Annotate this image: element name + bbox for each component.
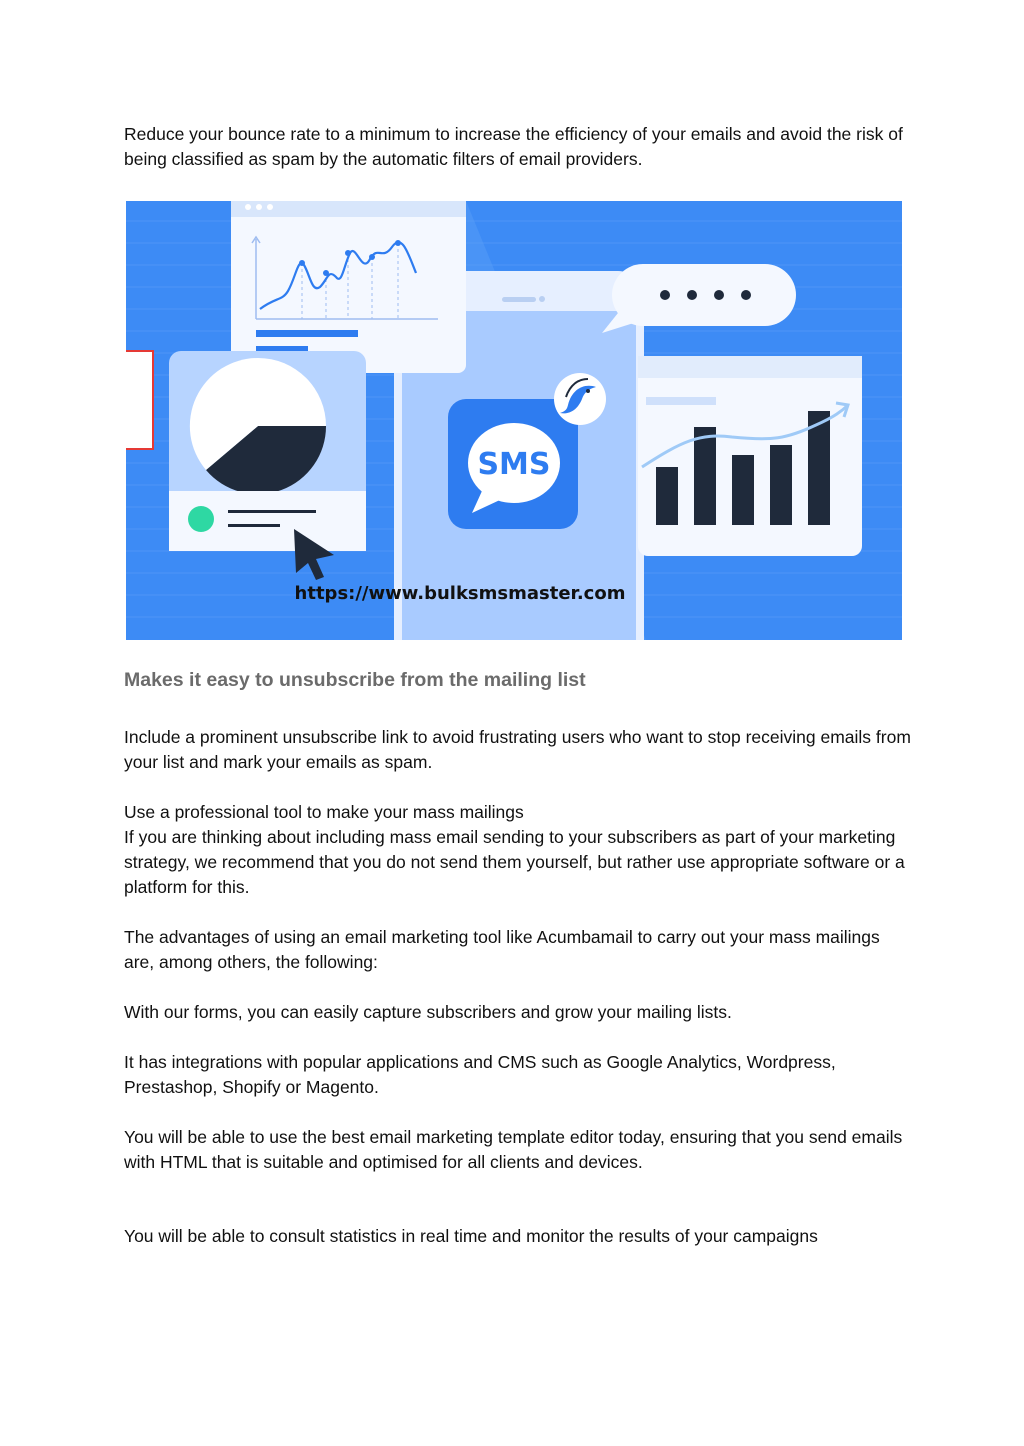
paragraph-editor: You will be able to use the best email marketing template editor today, ensuring that you send emails with HTML that is suitable and optimised for all clients and devices. — [124, 1127, 903, 1172]
chat-bubble-icon — [602, 264, 796, 333]
paragraph-strategy: If you are thinking about including mass email sending to your subscribers as part of your marketing strategy, we recommend that you do not send them yourself, but rather use appropriate software or a platform for this. — [124, 827, 905, 897]
paragraph-forms: With our forms, you can easily capture subscribers and grow your mailing lists. — [124, 1002, 732, 1022]
sms-app-icon — [448, 399, 578, 529]
sms-label: SMS — [477, 447, 551, 482]
line-chart-card — [231, 201, 466, 373]
bar-chart-card — [638, 356, 862, 556]
paragraph-statistics: You will be able to consult statistics in real time and monitor the results of your campaigns — [124, 1226, 818, 1246]
sms-marketing-illustration — [126, 201, 902, 640]
paragraph-integrations: It has integrations with popular applications and CMS such as Google Analytics, Wordpress, Prestashop, Shopify or Magento. — [124, 1052, 836, 1097]
paragraph-unsubscribe: Include a prominent unsubscribe link to avoid frustrating users who want to stop receiving emails from your list and mark your emails as spam. — [124, 727, 911, 772]
paragraph-tool-title: Use a professional tool to make your mass mailings — [124, 802, 524, 822]
pie-chart-card — [169, 351, 366, 551]
section-heading: Makes it easy to unsubscribe from the mailing list — [124, 669, 586, 691]
red-bracket-mark — [126, 350, 154, 450]
intro-paragraph: Reduce your bounce rate to a minimum to increase the efficiency of your emails and avoid the risk of being classified as spam by the automatic filters of email providers. — [124, 124, 903, 169]
logo-badge-icon — [554, 373, 606, 425]
paragraph-advantages: The advantages of using an email marketing tool like Acumbamail to carry out your mass mailings are, among others, the following: — [124, 927, 880, 972]
hero-url: https://www.bulksmsmaster.com — [294, 583, 626, 604]
hero-illustration — [126, 201, 902, 640]
